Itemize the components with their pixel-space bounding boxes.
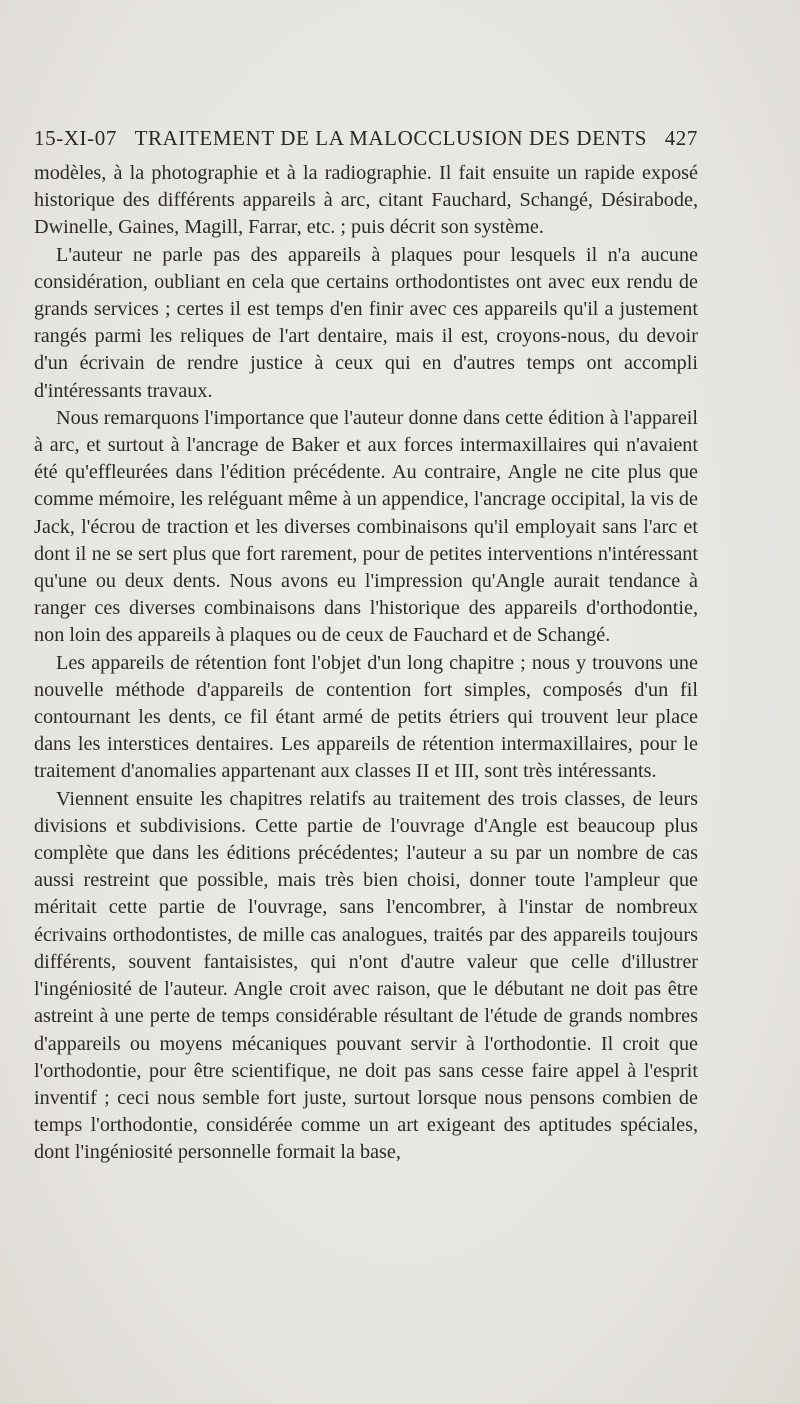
paragraph-1: modèles, à la photographie et à la radiographie. Il fait ensuite un rapide exposé historique des différents appareils à arc, citant Fauchard, Schangé, Désirabode, Dwinelle, Gaines, Magill, Farrar, etc. ; puis décrit son système. [34,162,698,239]
paragraph-3: Nous remarquons l'importance que l'auteur donne dans cette édition à l'appareil à arc, et surtout à l'ancrage de Baker et aux forces intermaxillaires qui n'avaient été qu'effleurées dans l'édition précédente. Au contraire, Angle ne cite plus que comme mémoire, les reléguant même à un appendice, l'ancrage occipital, la vis de Jack, l'écrou de traction et les diverses combinaisons qu'il employait sans l'arc et dont il ne se sert plus que fort rarement, pour de petites interventions n'intéressant qu'une ou deux dents. Nous avons eu l'impression qu'Angle aurait tendance à ranger ces diverses combinaisons dans l'historique des appareils d'orthodontie, non loin des appareils à plaques ou de ceux de Fauchard et de Schangé. [34,406,698,647]
paragraph-4: Les appareils de rétention font l'objet d'un long chapitre ; nous y trouvons une nouvelle méthode d'appareils de contention fort simples, composés d'un fil contournant les dents, ce fil étant armé de petits étriers qui trouvent leur place dans les interstices dentaires. Les appareils de rétention intermaxillaires, pour le traitement d'anomalies appartenant aux classes II et III, sont très intéressants. [34,651,698,783]
body-text [34,160,698,1167]
paragraph-5: Viennent ensuite les chapitres relatifs au traitement des trois classes, de leurs divisions et subdivisions. Cette partie de l'ouvrage d'Angle est beaucoup plus complète que dans les éditions précédentes; l'auteur a su par un nombre de cas aussi restreint que possible, mais très bien choisi, donner toute l'ampleur que méritait cette partie de l'ouvrage, sans l'encombrer, à l'instar de nombreux écrivains orthodontistes, de mille cas analogues, traités par des appareils toujours différents, souvent fantaisistes, qui n'ont d'autre valeur que celle d'illustrer l'ingéniosité de l'auteur. Angle croit avec raison, que le débutant ne doit pas être astreint à une perte de temps considérable résultant de l'étude de grands nombres d'appareils ou moyens mécaniques pouvant servir à l'orthodontie. Il croit que l'orthodontie, pour être scientifique, ne doit pas sans cesse faire appel à l'esprit inventif ; ceci nous semble fort juste, surtout lorsque nous pensons combien de temps l'orthodontie, considérée comme un art exigeant des aptitudes spéciales, dont l'ingéniosité personnelle formait la base, [34,787,698,1164]
header-title: TRAITEMENT DE LA MALOCCLUSION DES DENTS [134,126,648,150]
running-header [34,126,698,151]
page-number: 427 [664,126,698,150]
paragraph-2: L'auteur ne parle pas des appareils à plaques pour lesquels il n'a aucune considération, oubliant en cela que certains orthodontistes ont avec eux rendu de grands services ; certes il est temps d'en finir avec ces appareils qu'il a justement rangés parmi les reliques de l'art dentaire, mais il est, croyons-nous, du devoir d'un écrivain de rendre justice à ceux qui en d'autres temps ont accompli d'intéressants travaux. [34,243,698,402]
header-date: 15-XI-07 [34,126,117,150]
